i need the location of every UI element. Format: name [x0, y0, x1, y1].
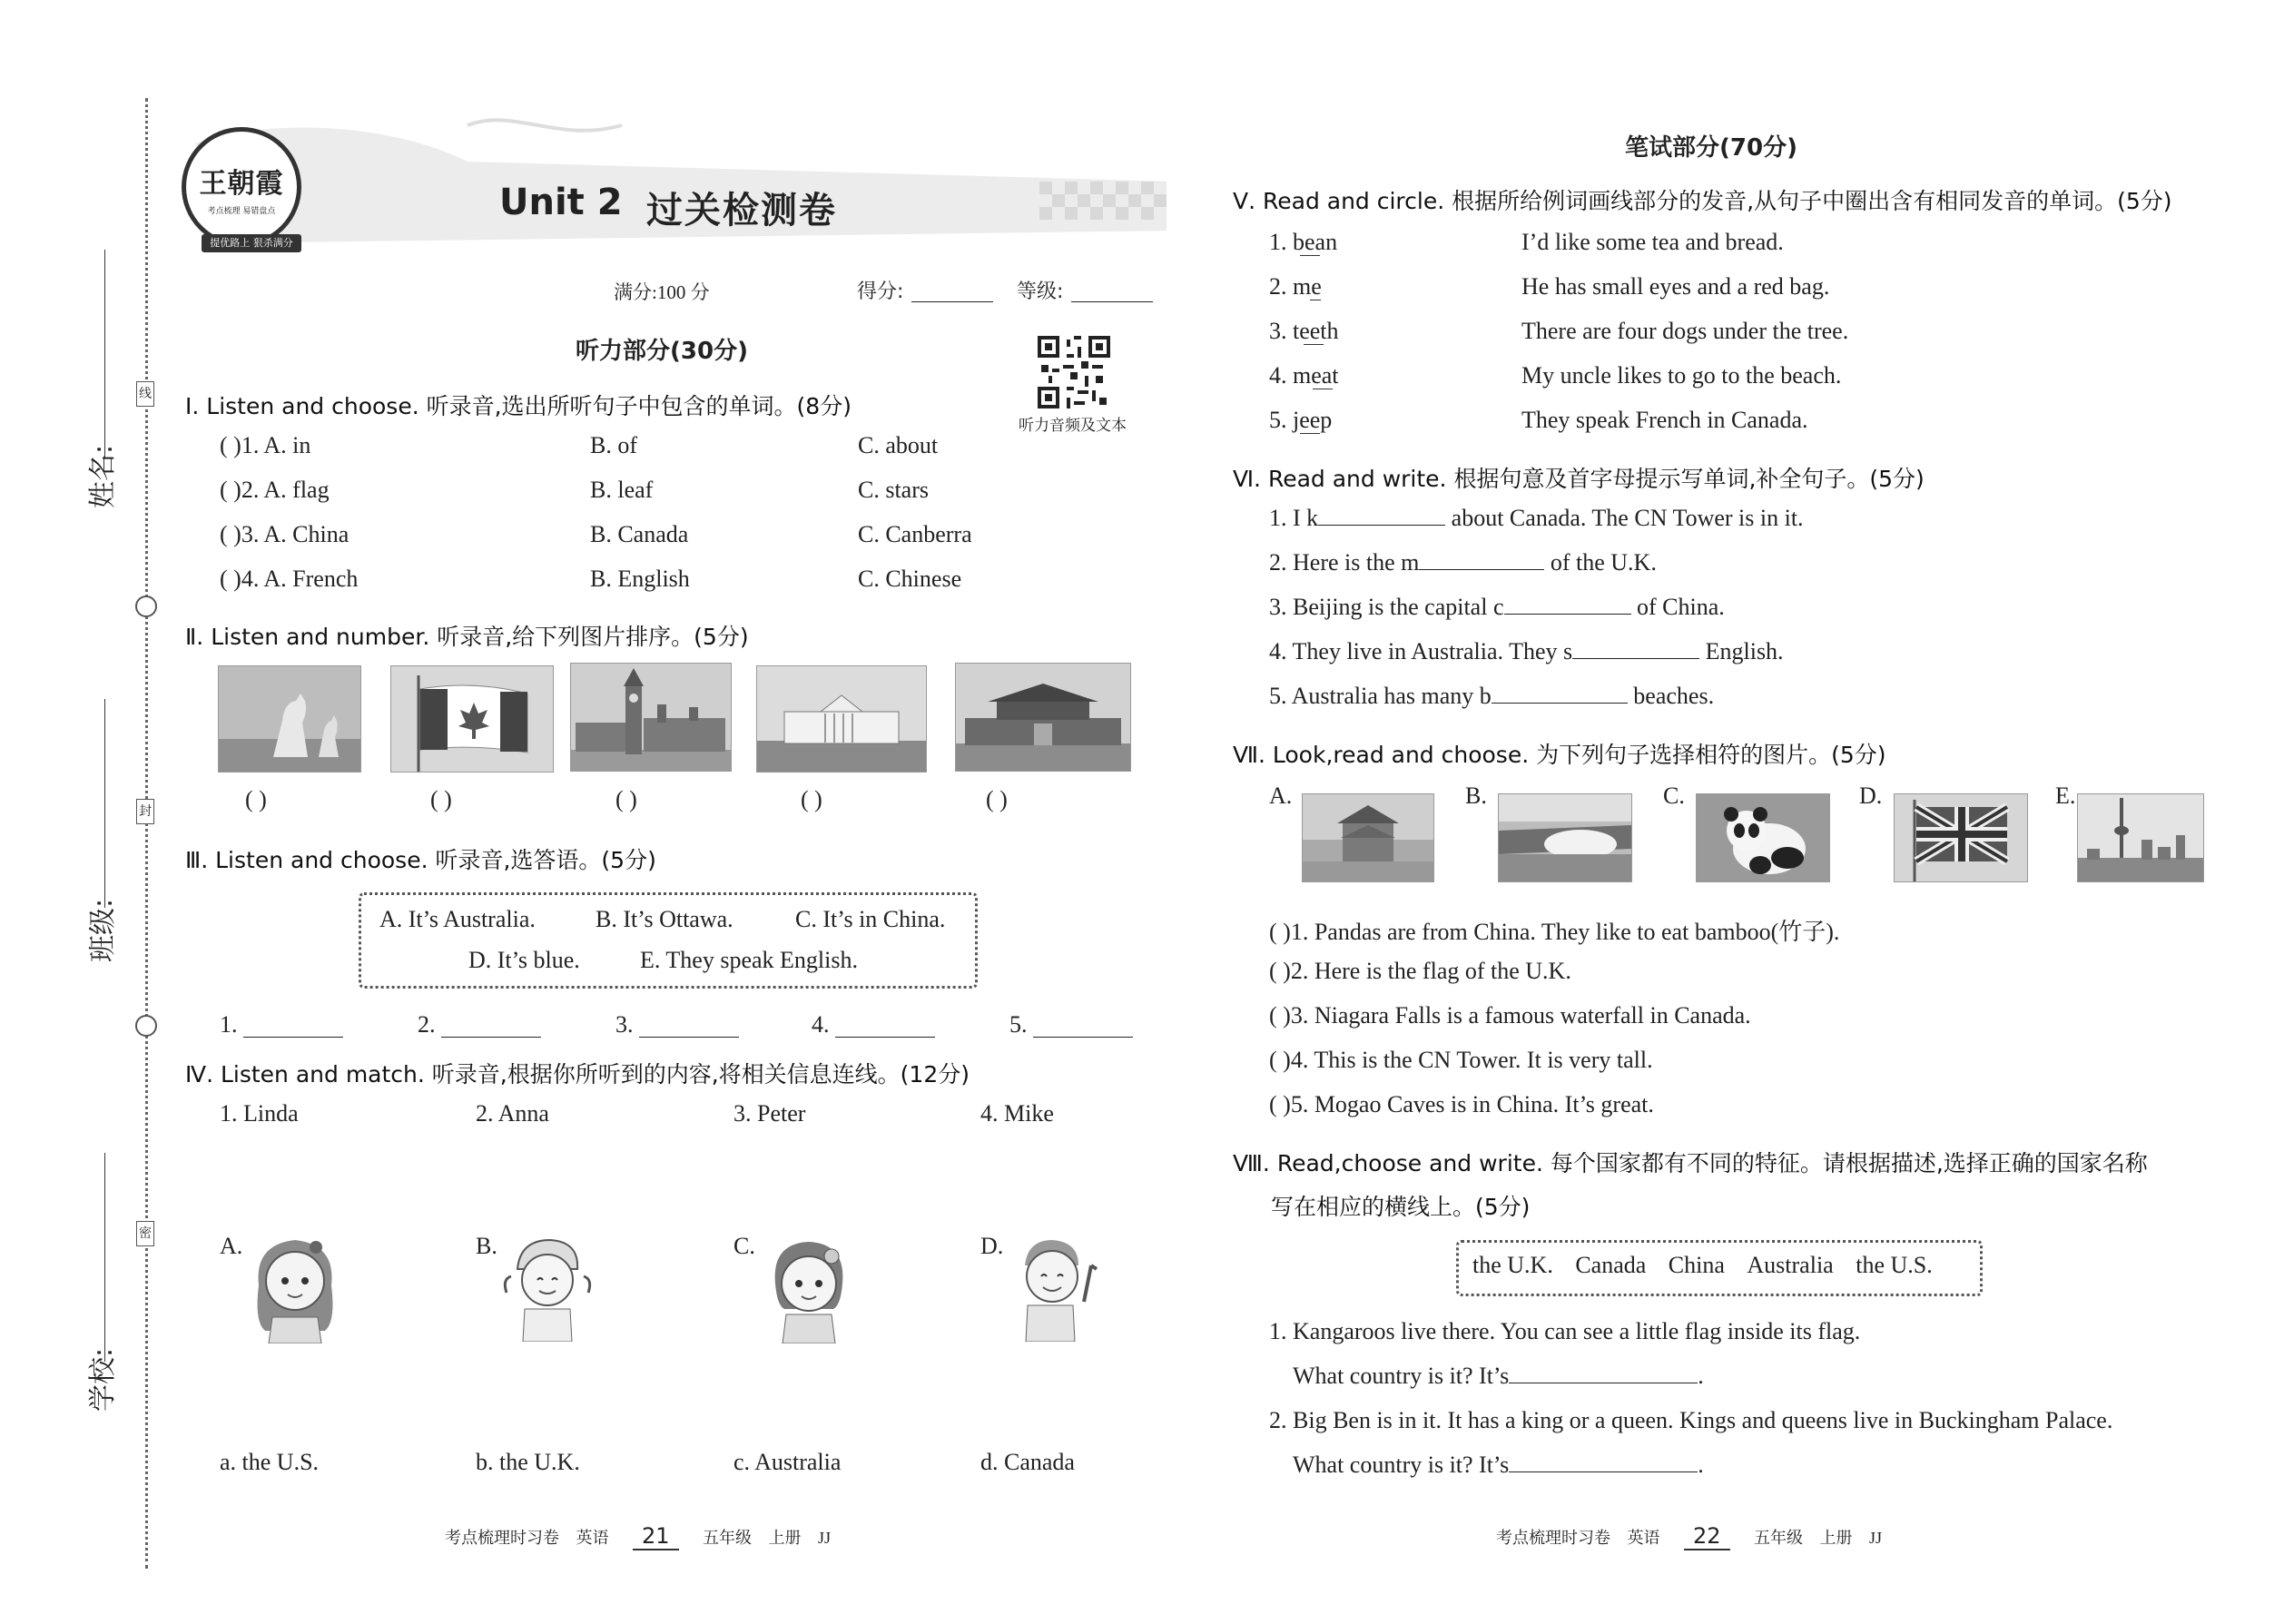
school-line[interactable] [104, 1153, 105, 1362]
s3-option-c: C. It’s in China. [795, 906, 946, 932]
brand-logo [182, 127, 301, 247]
s8-end-2: . [1698, 1452, 1704, 1478]
score-blank[interactable] [911, 301, 993, 302]
s2-answer-2[interactable]: ( ) [430, 786, 452, 812]
binding-dotted-line [145, 98, 148, 1569]
full-score: 满分:100 分 [614, 281, 710, 303]
footer-code-right: JJ [1869, 1529, 1883, 1547]
s5-sentence-3: There are four dogs under the tree. [1521, 318, 1849, 344]
s6-blank-2[interactable] [1419, 549, 1544, 570]
s4-name-3: 3. Peter [733, 1100, 806, 1127]
s8-option-uk: the U.K. [1472, 1252, 1553, 1278]
s7-row-4: ( )4. This is the CN Tower. It is very tall. [1269, 1047, 1653, 1073]
s6-row-1 [1269, 505, 1804, 532]
s3-blank-5-label: 5. [1009, 1011, 1028, 1038]
s1-row-2-b: B. leaf [590, 477, 654, 503]
s2-answer-4[interactable]: ( ) [801, 786, 822, 812]
binding-ring-2 [135, 1015, 157, 1037]
cut-mark-2: 封 [136, 799, 154, 824]
cut-mark-3: 密 [136, 1221, 154, 1246]
s6-row-4-post: English. [1705, 638, 1784, 664]
footer-term-right: 上册 [1819, 1529, 1853, 1547]
class-line[interactable] [104, 699, 105, 908]
s8-question-2: 2. Big Ben is in it. It has a king or a queen. Kings and queens live in Buckingham Palace. [1269, 1407, 2113, 1433]
s5-sentence-4: My uncle likes to go to the beach. [1521, 362, 1842, 389]
s7-row-3: ( )3. Niagara Falls is a famous waterfall in Canada. [1269, 1002, 1751, 1029]
s6-row-5-post: beaches. [1633, 683, 1715, 709]
section-3-title: Ⅲ. Listen and choose. 听录音,选答语。(5分) [185, 847, 656, 873]
s6-row-2 [1269, 549, 1657, 576]
name-label: 姓名: [87, 444, 119, 508]
s6-row-5-pre: 5. Australia has many b [1269, 683, 1492, 709]
s5-word-1: 1. bean [1269, 229, 1338, 255]
cn-tower-photo [2077, 793, 2204, 882]
qr-code-icon[interactable] [1038, 336, 1110, 408]
s3-option-d: D. It’s blue. [468, 947, 580, 973]
footer-grade: 五年级 [703, 1529, 753, 1547]
section-5-title: Ⅴ. Read and circle. 根据所给例词画线部分的发音,从句子中圈出含有相同发音的单词。(5分) [1233, 188, 2172, 214]
big-ben-photo [570, 663, 732, 772]
s3-blank-1[interactable] [243, 1037, 343, 1038]
s4-name-2: 2. Anna [476, 1100, 549, 1127]
s4-pic-a-label: A. [220, 1233, 243, 1259]
s6-row-4-pre: 4. They live in Australia. They s [1269, 638, 1573, 664]
s2-answer-1[interactable]: ( ) [245, 786, 267, 812]
s4-country-b: b. the U.K. [476, 1449, 580, 1475]
s6-row-2-post: of the U.K. [1550, 549, 1657, 576]
name-line[interactable] [104, 250, 105, 458]
s3-blank-1-label: 1. [220, 1011, 238, 1038]
s4-country-a: a. the U.S. [220, 1449, 320, 1475]
s7-row-5: ( )5. Mogao Caves is in China. It’s great. [1269, 1091, 1654, 1117]
white-house-photo [756, 665, 927, 773]
test-title: 过关检测卷 [646, 190, 837, 231]
section-7-title: Ⅶ. Look,read and choose. 为下列句子选择相符的图片。(5分) [1233, 742, 1886, 768]
score-label: 得分: [857, 281, 904, 303]
right-footer [1496, 1523, 1882, 1549]
cut-mark-1: 线 [136, 381, 154, 407]
section-6-title: Ⅵ. Read and write. 根据句意及首字母提示写单词,补全句子。(5分) [1233, 466, 1925, 492]
s1-row-4-a: ( )4. A. French [220, 566, 359, 592]
logo-banner: 提优路上 狠杀满分 [202, 234, 301, 252]
footer-code: JJ [818, 1529, 832, 1547]
footer-subject-right: 英语 [1627, 1529, 1660, 1547]
class-label: 班级: [87, 898, 119, 962]
s8-option-us: the U.S. [1856, 1252, 1933, 1278]
girl-long-hair-illustration [245, 1231, 345, 1343]
grade-blank[interactable] [1071, 301, 1153, 302]
logo-sub-text: 考点梳理 易错盘点 [207, 207, 276, 216]
section-8-title-line1: Ⅷ. Read,choose and write. 每个国家都有不同的特征。请根据描述,选择正确的国家名称 [1233, 1150, 2148, 1176]
s3-blank-3[interactable] [639, 1037, 739, 1038]
s7-pic-d-label: D. [1859, 782, 1883, 809]
s5-underline-5 [1300, 433, 1320, 434]
grade-label: 等级: [1017, 281, 1064, 303]
s3-blank-4-label: 4. [812, 1011, 830, 1038]
s6-row-2-pre: 2. Here is the m [1269, 549, 1420, 576]
s5-word-4: 4. meat [1269, 362, 1339, 389]
s6-row-3-post: of China. [1637, 594, 1725, 620]
boy-waving-illustration [1002, 1229, 1102, 1342]
s3-option-e: E. They speak English. [640, 947, 858, 973]
footer-grade-right: 五年级 [1754, 1529, 1804, 1547]
s3-blank-2-label: 2. [418, 1011, 436, 1038]
footer-book: 考点梳理时习卷 [445, 1529, 559, 1547]
s4-pic-d-label: D. [980, 1233, 1004, 1259]
s3-blank-3-label: 3. [615, 1011, 634, 1038]
s7-row-2: ( )2. Here is the flag of the U.K. [1269, 958, 1571, 984]
s4-pic-c-label: C. [733, 1233, 755, 1259]
section-2-title: Ⅱ. Listen and number. 听录音,给下列图片排序。(5分) [185, 624, 749, 650]
s5-word-3: 3. teeth [1269, 318, 1339, 344]
section-8-title-line2: 写在相应的横线上。(5分) [1271, 1194, 1531, 1220]
s6-blank-5[interactable] [1492, 683, 1628, 704]
s3-blank-5[interactable] [1033, 1037, 1133, 1038]
uk-flag-photo [1894, 793, 2028, 882]
s1-row-4-c: C. Chinese [858, 566, 962, 592]
s4-name-1: 1. Linda [220, 1100, 299, 1127]
school-label: 学校: [87, 1347, 119, 1412]
girl-flower-illustration [759, 1231, 859, 1343]
s6-row-3 [1269, 594, 1725, 621]
s1-row-4-b: B. English [590, 566, 690, 592]
kangaroo-photo [218, 665, 361, 773]
s6-row-1-pre: 1. I k [1269, 505, 1319, 531]
s8-option-china: China [1668, 1252, 1725, 1278]
boy-cap-illustration [497, 1229, 597, 1342]
s6-row-3-pre: 3. Beijing is the capital c [1269, 594, 1504, 620]
s6-blank-3[interactable] [1504, 594, 1631, 615]
s6-row-4 [1269, 638, 1784, 665]
s6-row-1-post: about Canada. The CN Tower is in it. [1451, 505, 1804, 531]
s8-end-1: . [1698, 1363, 1704, 1389]
s1-row-1-b: B. of [590, 432, 637, 458]
s6-blank-4[interactable] [1572, 638, 1699, 659]
s7-row-1: ( )1. Pandas are from China. They like to eat bamboo(竹子). [1269, 919, 1840, 945]
s5-word-5: 5. jeep [1269, 407, 1333, 433]
s8-answer-2 [1293, 1452, 1704, 1479]
s1-row-2-a: ( )2. A. flag [220, 477, 330, 503]
section-1-title: Ⅰ. Listen and choose. 听录音,选出所听句子中包含的单词。(8分) [185, 393, 852, 419]
footer-book-right: 考点梳理时习卷 [1496, 1529, 1610, 1547]
s5-underline-1 [1300, 255, 1320, 256]
s7-pic-e-label: E. [2055, 782, 2076, 809]
footer-subject: 英语 [576, 1529, 609, 1547]
niagara-falls-photo [1498, 793, 1632, 882]
qr-caption: 听力音频及文本 [1019, 417, 1127, 434]
s5-underline-3 [1304, 344, 1324, 345]
logo-brand-text: 王朝霞 [199, 168, 284, 200]
s3-blank-4[interactable] [835, 1037, 935, 1038]
s1-row-3-c: C. Canberra [858, 521, 972, 547]
s1-row-1-a: ( )1. A. in [220, 432, 311, 458]
binding-ring-1 [135, 595, 157, 617]
s4-country-d: d. Canada [980, 1449, 1075, 1475]
s4-country-c: c. Australia [733, 1449, 842, 1475]
s3-blank-2[interactable] [441, 1037, 541, 1038]
s8-option-canada: Canada [1575, 1252, 1647, 1278]
panda-photo [1696, 793, 1830, 882]
written-heading: 笔试部分(70分) [1625, 134, 1797, 162]
s1-row-2-c: C. stars [858, 477, 929, 503]
section-4-title: Ⅳ. Listen and match. 听录音,根据你所听到的内容,将相关信息连线。(12分) [185, 1061, 970, 1088]
canada-flag-photo [390, 665, 554, 773]
mogao-caves-photo [1302, 793, 1434, 882]
s5-sentence-5: They speak French in Canada. [1521, 407, 1808, 433]
s7-pic-b-label: B. [1465, 782, 1487, 809]
s8-blank-1[interactable] [1509, 1363, 1698, 1383]
unit-title: Unit 2 [499, 182, 623, 223]
listening-heading: 听力部分(30分) [576, 338, 748, 365]
s1-row-3-a: ( )3. A. China [220, 521, 350, 547]
s4-name-4: 4. Mike [980, 1100, 1054, 1127]
s7-pic-c-label: C. [1663, 782, 1685, 809]
s2-answer-5[interactable]: ( ) [986, 786, 1008, 812]
s6-blank-1[interactable] [1318, 505, 1445, 526]
s8-options-row [1472, 1252, 1933, 1279]
s8-answer-1 [1293, 1363, 1704, 1390]
s8-option-australia: Australia [1747, 1252, 1834, 1278]
s5-sentence-1: I’d like some tea and bread. [1521, 229, 1784, 255]
s3-option-b: B. It’s Ottawa. [596, 906, 733, 932]
footer-page-number: 21 [633, 1523, 679, 1550]
s7-pic-a-label: A. [1269, 782, 1293, 809]
s5-sentence-2: He has small eyes and a red bag. [1521, 273, 1830, 300]
s6-row-5 [1269, 683, 1714, 710]
s2-answer-3[interactable]: ( ) [615, 786, 637, 812]
s1-row-1-c: C. about [858, 432, 939, 458]
s1-row-3-b: B. Canada [590, 521, 689, 547]
footer-page-number-right: 22 [1684, 1523, 1730, 1550]
s5-word-2: 2. me [1269, 273, 1322, 300]
s8-blank-2[interactable] [1509, 1452, 1698, 1472]
tiananmen-photo [955, 663, 1131, 772]
s8-question-1: 1. Kangaroos live there. You can see a little flag inside its flag. [1269, 1318, 1861, 1344]
s4-pic-b-label: B. [476, 1233, 497, 1259]
footer-term: 上册 [768, 1529, 802, 1547]
s3-option-a: A. It’s Australia. [379, 906, 536, 932]
s8-ask-2: What country is it? It’s [1293, 1452, 1510, 1478]
left-footer [445, 1523, 831, 1549]
s8-ask-1: What country is it? It’s [1293, 1363, 1510, 1389]
